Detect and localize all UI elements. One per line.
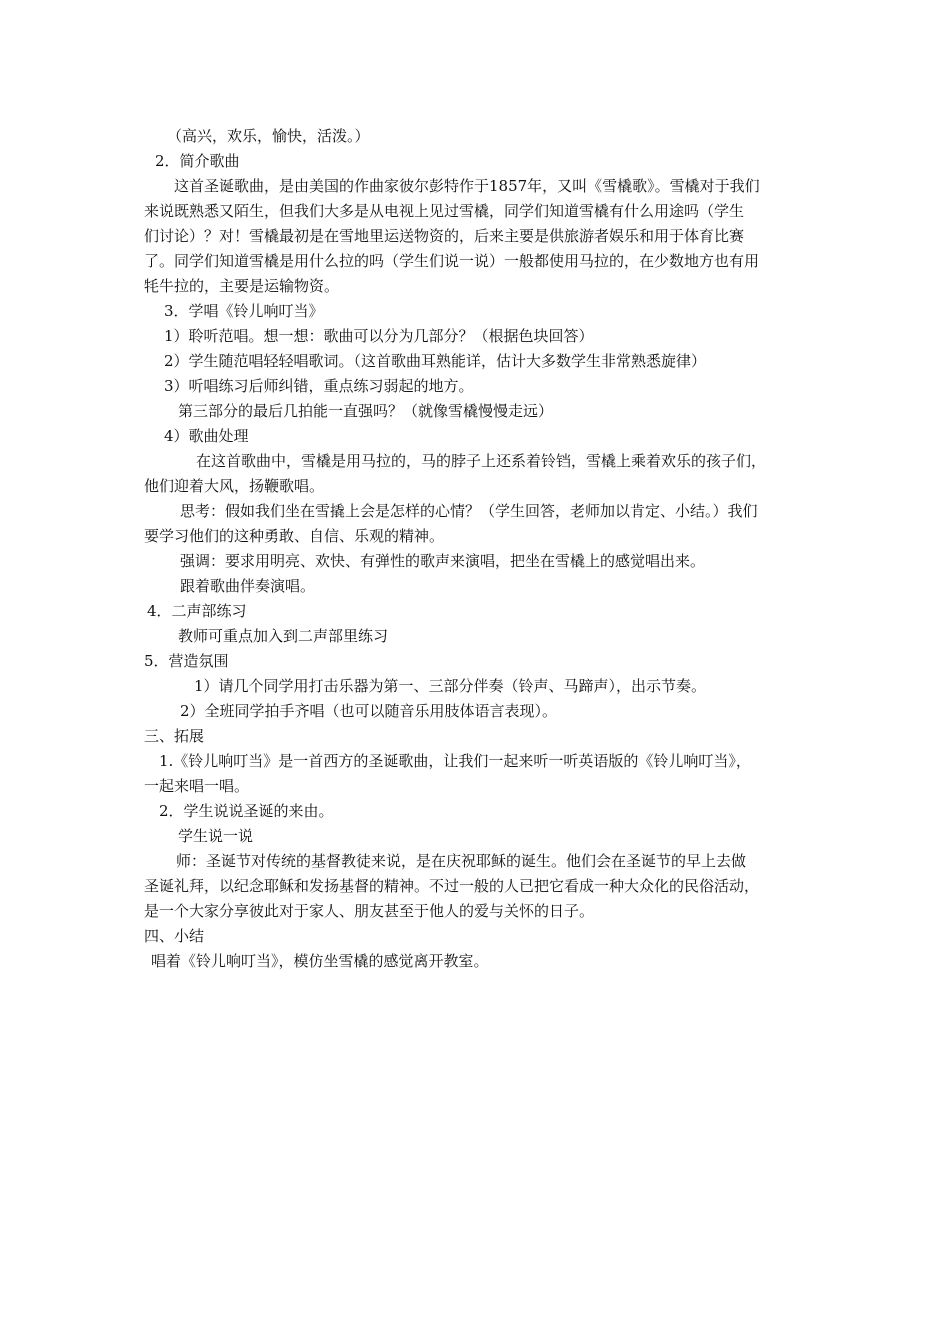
text-line: 牦牛拉的，主要是运输物资。 [144, 277, 340, 295]
text-line: 2）学生随范唱轻轻唱歌词。（这首歌曲耳熟能详，估计大多数学生非常熟悉旋律） [164, 352, 707, 370]
section-heading: 4．二声部练习 [147, 602, 247, 620]
text-line: 强调：要求用明亮、欢快、有弹性的歌声来演唱，把坐在雪橇上的感觉唱出来。 [180, 552, 706, 570]
text-line: 2．学生说说圣诞的来由。 [159, 802, 334, 820]
text-line: 1.《铃儿响叮当》是一首西方的圣诞歌曲，让我们一起来听一听英语版的《铃儿响叮当》， [159, 752, 751, 770]
text-line: 教师可重点加入到二声部里练习 [178, 627, 389, 645]
text-line: 2）全班同学拍手齐唱（也可以随音乐用肢体语言表现）。 [180, 702, 558, 720]
text-line: 在这首歌曲中，雪橇是用马拉的，马的脖子上还系着铃铛，雪橇上乘着欢乐的孩子们， [196, 452, 767, 470]
text-line: 这首圣诞歌曲，是由美国的作曲家彼尔彭特作于1857年，又叫《雪橇歌》。雪橇对于我们 [174, 177, 760, 195]
section-heading: 5．营造氛围 [144, 652, 229, 670]
text-line: 他们迎着大风，扬鞭歌唱。 [144, 477, 325, 495]
text-line: 1）聆听范唱。想一想：歌曲可以分为几部分？（根据色块回答） [164, 327, 594, 345]
text-line: 第三部分的最后几拍能一直强吗？（就像雪橇慢慢走远） [178, 402, 554, 420]
text-line: 学生说一说 [178, 827, 254, 845]
section-heading: 四、小结 [144, 927, 205, 945]
text-line: 是一个大家分享彼此对于家人、朋友甚至于他人的爱与关怀的日子。 [144, 902, 595, 920]
text-line: 要学习他们的这种勇敢、自信、乐观的精神。 [144, 527, 445, 545]
text-line: 思考：假如我们坐在雪撬上会是怎样的心情？（学生回答，老师加以肯定、小结。）我们 [180, 502, 758, 520]
section-heading: 2．简介歌曲 [155, 152, 240, 170]
text-line: 师：圣诞节对传统的基督教徒来说，是在庆祝耶稣的诞生。他们会在圣诞节的早上去做 [176, 852, 747, 870]
text-line: 圣诞礼拜，以纪念耶稣和发扬基督的精神。不过一般的人已把它看成一种大众化的民俗活动， [144, 877, 760, 895]
text-line: 们讨论）？对！雪橇最初是在雪地里运送物资的，后来主要是供旅游者娱乐和用于体育比赛 [144, 227, 745, 245]
text-line: 3）听唱练习后师纠错，重点练习弱起的地方。 [164, 377, 474, 395]
section-heading: 4）歌曲处理 [164, 427, 249, 445]
text-line: 1）请几个同学用打击乐器为第一、三部分伴奏（铃声、马蹄声），出示节奏。 [194, 677, 707, 695]
text-line: 来说既熟悉又陌生，但我们大多是从电视上见过雪橇，同学们知道雪橇有什么用途吗（学生 [144, 202, 745, 220]
section-heading: 三、拓展 [144, 727, 205, 745]
text-line: 唱着《铃儿响叮当》，模仿坐雪橇的感觉离开教室。 [151, 952, 489, 970]
text-line: 了。同学们知道雪橇是用什么拉的吗（学生们说一说）一般都使用马拉的，在少数地方也有用 [144, 252, 760, 270]
text-line: （高兴，欢乐，愉快，活泼。） [167, 127, 370, 145]
section-heading: 3．学唱《铃儿响叮当》 [164, 302, 324, 320]
text-line: 跟着歌曲伴奏演唱。 [180, 577, 316, 595]
text-line: 一起来唱一唱。 [144, 777, 250, 795]
